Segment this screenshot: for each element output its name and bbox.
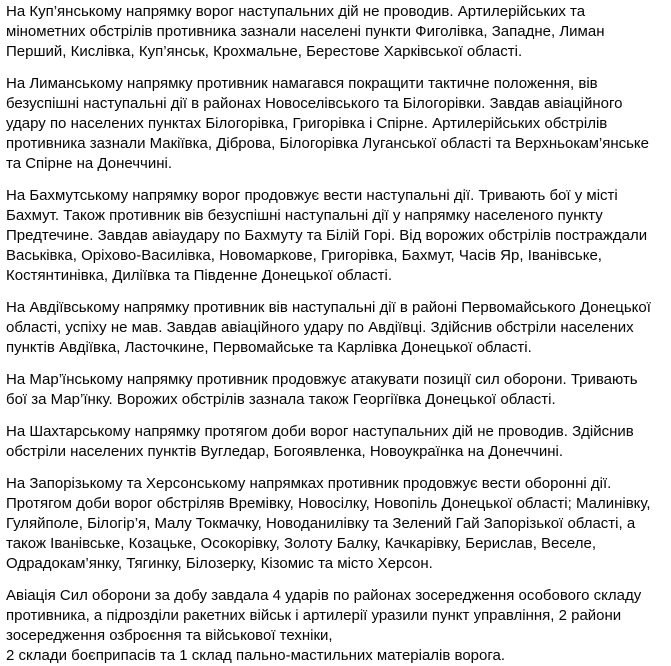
- paragraph-bakhmut: На Бахмутському напрямку ворог продовжує вести наступальні дії. Тривають бої у місті Бахмут. Також противник вів безуспішні наступальні дії у напрямку населеного пункту Предтечине. Завдав авіаудару по Бахмуту та Білій Горі. Від ворожих обстрілів постраждали Васьківка, Оріхово-Василівка, Новомаркове, Григорівка, Бахмут, Часів Яр, Іванівське, Костянтинівка, Диліївка та Південне Донецької області.: [6, 187, 648, 284]
- paragraph-shakhtarsk: На Шахтарському напрямку протягом доби ворог наступальних дій не проводив. Здійснив обстріли населених пунктів Вугледар, Богоявленка, Новоукраїнка на Донеччині.: [6, 423, 634, 460]
- paragraph-lyman: На Лиманському напрямку противник намагався покращити тактичне положення, вів безуспішні наступальні дії в районах Новоселівського та Білогорівки. Завдав авіаційного удару по населених пунктах Білогорівка, Григорівка і Спірне. Артилерійських обстрілів противника зазнали Макіївка, Діброва, Білогорівка Луганської області та Верхньокам’янське та Спірне на Донеччині.: [6, 75, 650, 172]
- paragraph-marinka: На Мар’їнському напрямку противник продовжує атакувати позиції сил оборони. Тривають бої за Мар’їнку. Ворожих обстрілів зазнала також Георгіївка Донецької області.: [6, 371, 638, 408]
- paragraph-kupiansk: На Куп’янському напрямку ворог наступальних дій не проводив. Артилерійських та мінометних обстрілів противника зазнали населені пункти Фиголівка, Западне, Лиман Перший, Кислівка, Куп’янськ, Крохмальне, Берестове Харківської області.: [6, 3, 605, 60]
- paragraph-aviation: Авіація Сил оборони за добу завдала 4 ударів по районах зосередження особового складу противника, а підрозділи ракетних військ і артилерії уразили пункт управління, 2 райони зосередження озброєння та військової техніки, 2 склади боєприпасів та 1 склад пально-мастильних матеріалів ворога.: [6, 587, 642, 664]
- paragraph-avdiivka: На Авдіївському напрямку противник вів наступальні дії в районі Первомайського Донецької області, успіху не мав. Завдав авіаційного удару по Авдіївці. Здійснив обстріли населених пунктів Авдіївка, Ласточкине, Первомайське та Карлівка Донецької області.: [6, 299, 651, 356]
- paragraph-zaporizhzhia-kherson: На Запорізькому та Херсонському напрямках противник продовжує вести оборонні дії. Протягом доби ворог обстріляв Времівку, Новосілку, Новопіль Донецької області; Малинівку, Гуляйполе, Білогір’я, Малу Токмачку, Новоданилівку та Зелений Гай Запорізької області, а також Іванівське, Козацьке, Осокорівку, Золоту Балку, Качкарівку, Берислав, Веселе, Одрадокам’янку, Тягинку, Білозерку, Кізомис та місто Херсон.: [6, 475, 651, 572]
